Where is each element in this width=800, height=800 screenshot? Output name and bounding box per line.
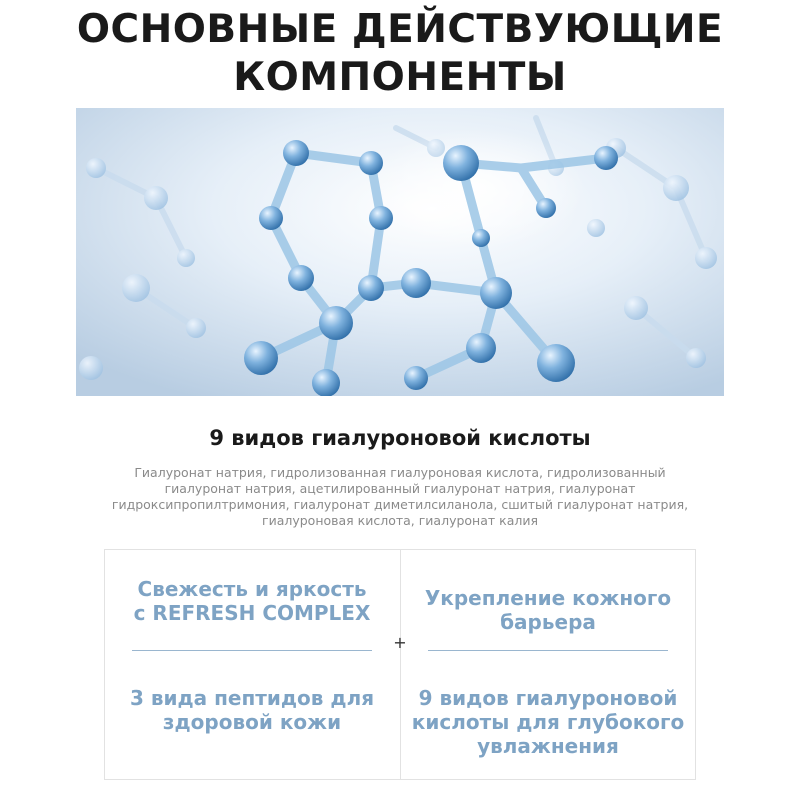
benefit-separator-left xyxy=(132,650,372,651)
benefit-line: 9 видов гиалуроновой xyxy=(418,686,678,710)
ingredients-subtitle: 9 видов гиалуроновой кислоты xyxy=(209,426,591,450)
ingredients-description xyxy=(60,465,740,529)
benefit-top-right xyxy=(406,586,690,634)
benefit-line: Укрепление кожного xyxy=(424,586,672,610)
benefit-top-left xyxy=(110,577,394,625)
title-line-2: КОМПОНЕНТЫ xyxy=(233,55,567,100)
description-line: гидроксипропилтримония, гиалуронат диметилсиланола, сшитый гиалуронат натрия, xyxy=(111,497,689,512)
benefit-separator-right xyxy=(428,650,668,651)
benefit-line: Свежесть и яркость xyxy=(137,577,367,601)
benefit-line: здоровой кожи xyxy=(162,710,342,734)
plus-icon: + xyxy=(393,633,407,652)
description-line: гиалуроновая кислота, гиалуронат калия xyxy=(262,513,538,528)
benefit-line: увлажнения xyxy=(477,734,619,758)
benefit-bottom-right xyxy=(406,686,690,758)
benefits-divider-vertical xyxy=(400,549,401,780)
description-line: гиалуронат натрия, ацетилированный гиалуронат натрия, гиалуронат xyxy=(164,481,636,496)
description-line: Гиалуронат натрия, гидролизованная гиалуроновая кислота, гидролизованный xyxy=(134,465,666,480)
page-title xyxy=(0,6,800,102)
title-line-1: ОСНОВНЫЕ ДЕЙСТВУЮЩИЕ xyxy=(76,7,724,52)
benefit-bottom-left xyxy=(110,686,394,734)
molecule-image xyxy=(76,108,724,396)
benefit-line: кислоты для глубокого xyxy=(411,710,685,734)
benefit-line: с REFRESH COMPLEX xyxy=(133,601,371,625)
benefit-line: 3 вида пептидов для xyxy=(129,686,375,710)
benefit-line: барьера xyxy=(500,610,596,634)
